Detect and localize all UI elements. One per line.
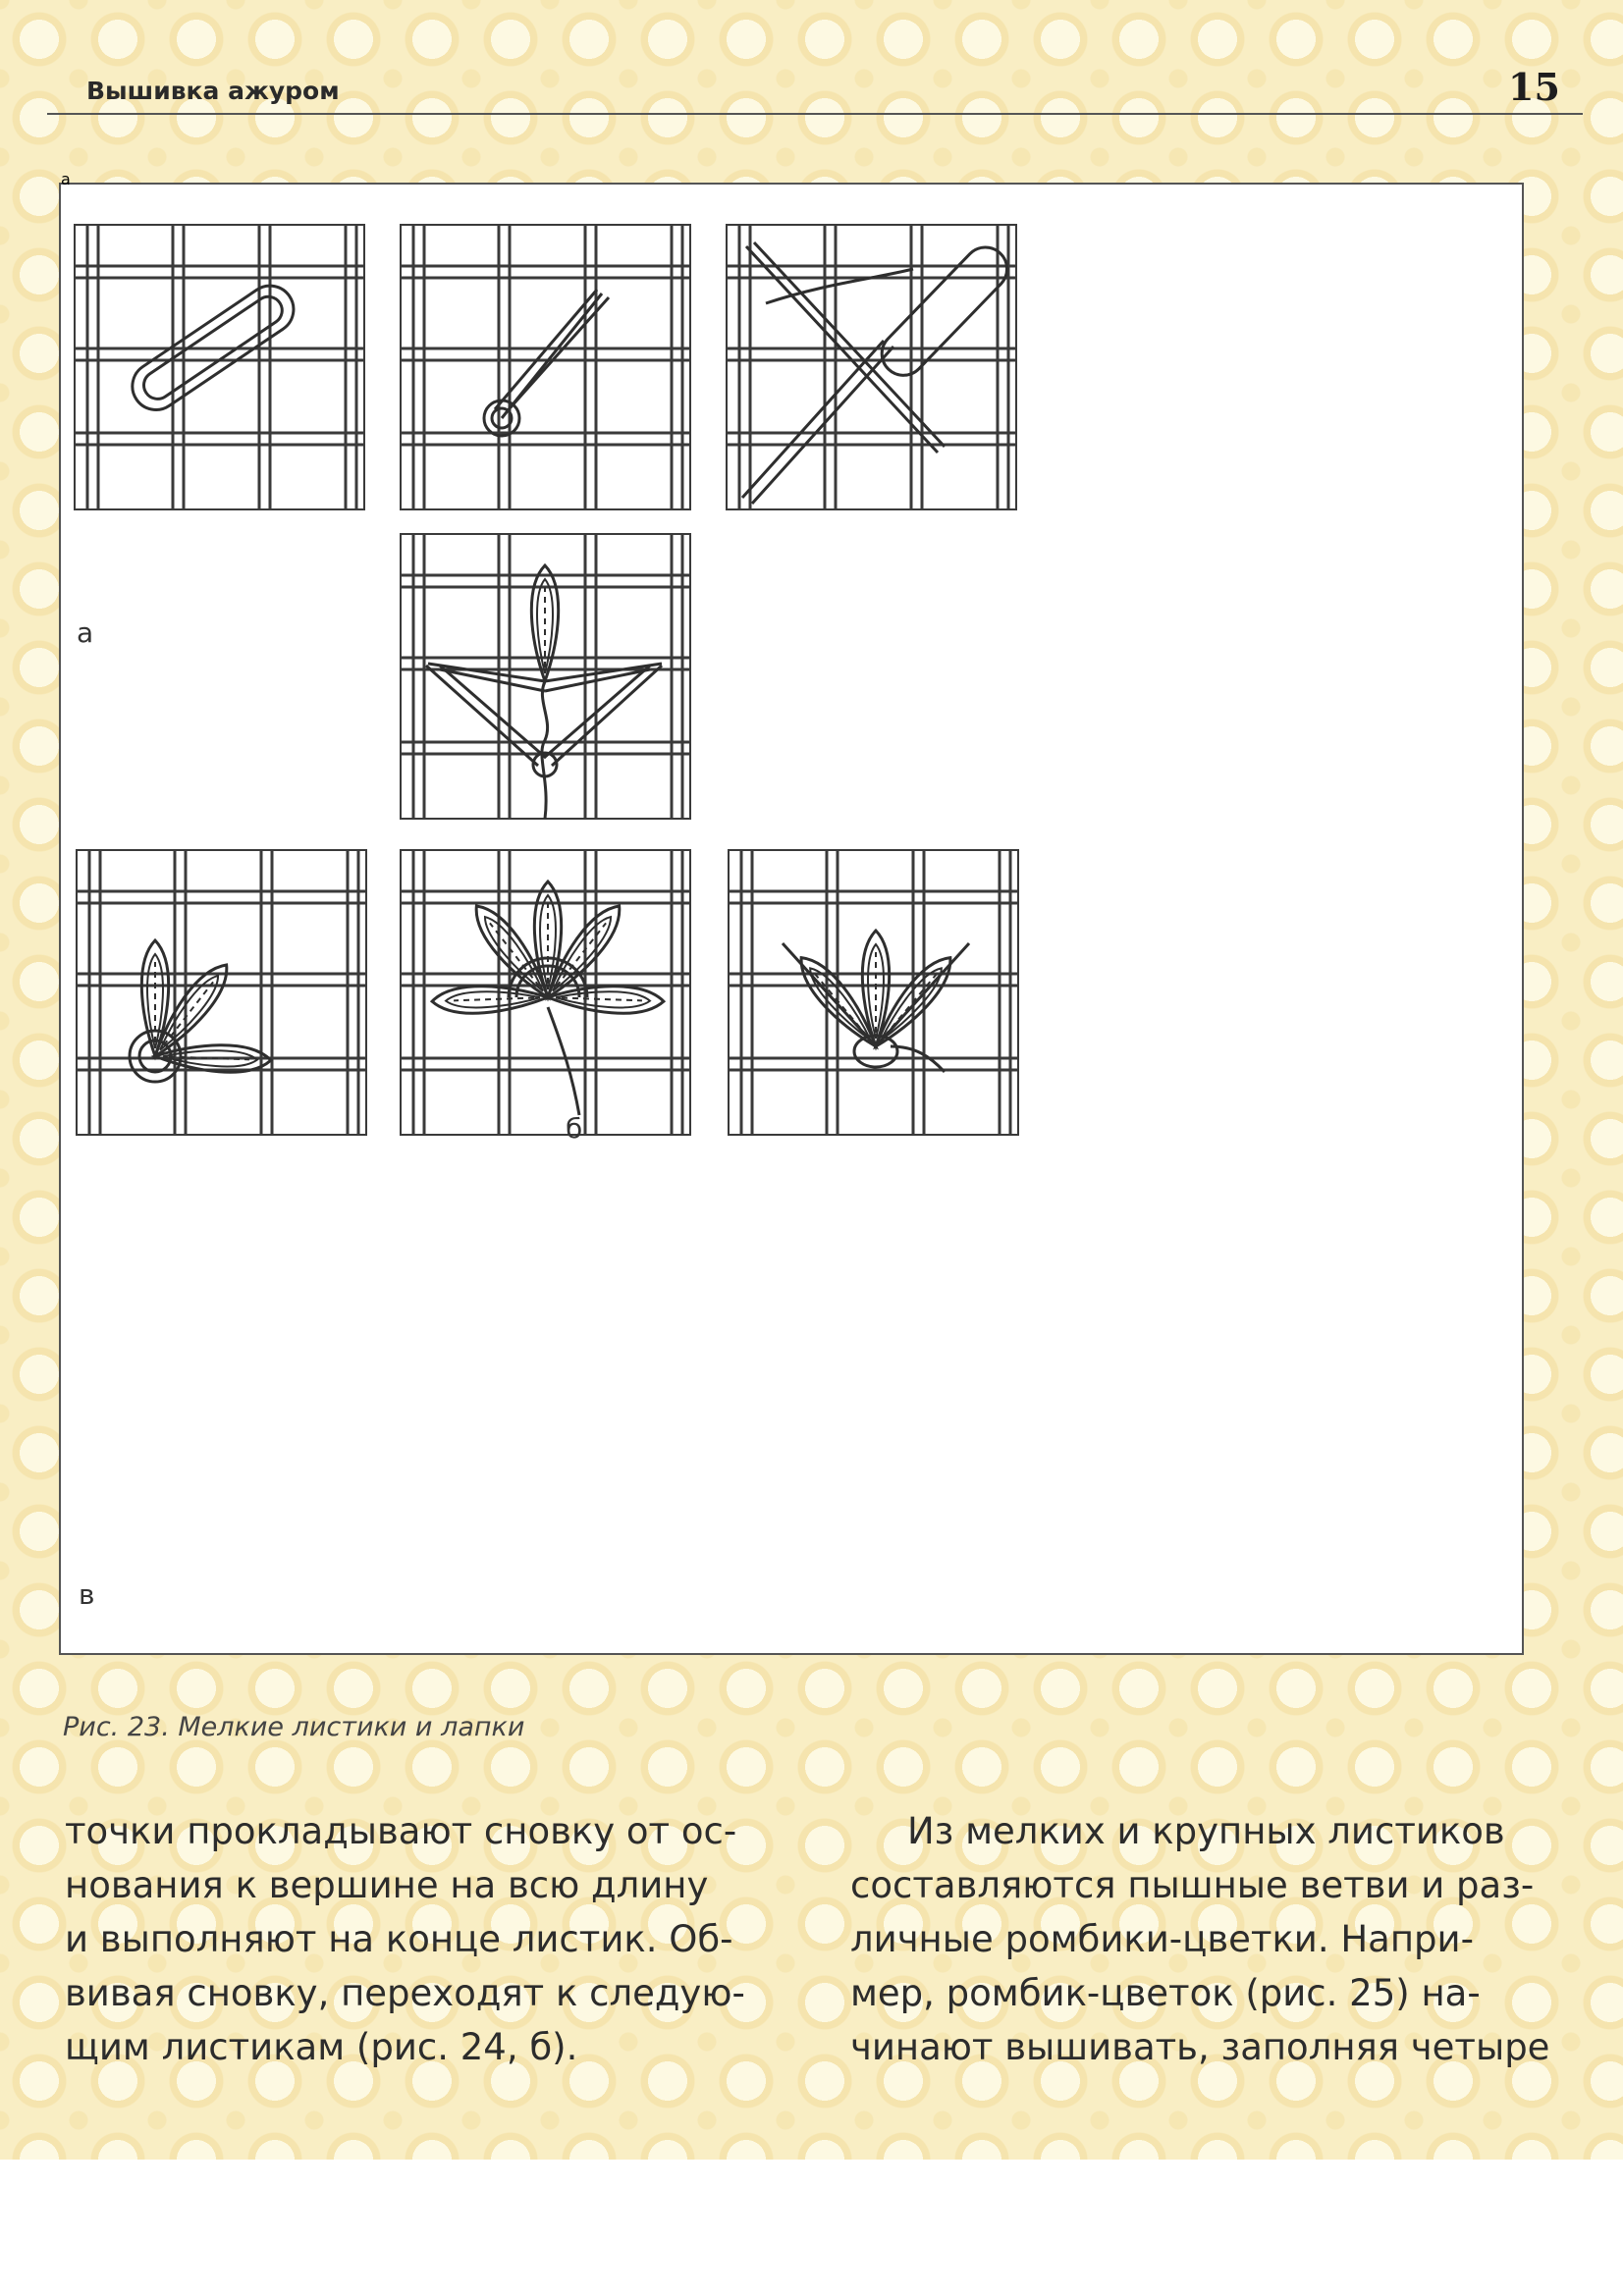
panel-label-a: а bbox=[77, 616, 94, 649]
panel-label-b: б bbox=[566, 1112, 583, 1145]
text-line: и выполняют на конце листик. Об- bbox=[65, 1918, 733, 1960]
body-column-right bbox=[850, 1804, 1565, 2074]
panel-label-v: в bbox=[79, 1578, 95, 1611]
body-column-left bbox=[65, 1804, 780, 2074]
panel-b bbox=[401, 534, 690, 819]
text-line: вивая сновку, переходят к следую- bbox=[65, 1972, 745, 2014]
text-line: точки прокладывают сновку от ос- bbox=[65, 1810, 737, 1852]
panel-a-step-1 bbox=[75, 225, 364, 509]
figure-illustration bbox=[61, 170, 1526, 1657]
text-line: составляются пышные ветви и раз- bbox=[850, 1864, 1535, 1906]
panel-a-step-3 bbox=[727, 225, 1016, 509]
text-line: Из мелких и крупных листиков bbox=[907, 1810, 1505, 1852]
panel-a-step-2 bbox=[401, 225, 690, 509]
header-rule bbox=[47, 113, 1583, 115]
figure-caption: Рис. 23. Мелкие листики и лапки bbox=[63, 1712, 525, 1742]
text-line: мер, ромбик-цветок (рис. 25) на- bbox=[850, 1972, 1481, 2014]
running-head: Вышивка ажуром bbox=[86, 77, 340, 105]
text-line: чинают вышивать, заполняя четыре bbox=[850, 2026, 1550, 2068]
panel-v-step-1 bbox=[77, 850, 366, 1135]
panel-v-step-3 bbox=[729, 850, 1018, 1135]
page-number: 15 bbox=[1508, 65, 1560, 109]
text-line: щим листикам (рис. 24, б). bbox=[65, 2026, 578, 2068]
panel-v-step-2 bbox=[401, 850, 690, 1135]
text-line: нования к вершине на всю длину bbox=[65, 1864, 709, 1906]
figure-23 bbox=[59, 170, 1524, 1655]
text-line: личные ромбики-цветки. Напри- bbox=[850, 1918, 1474, 1960]
panel-label-a-text: а bbox=[61, 170, 71, 188]
